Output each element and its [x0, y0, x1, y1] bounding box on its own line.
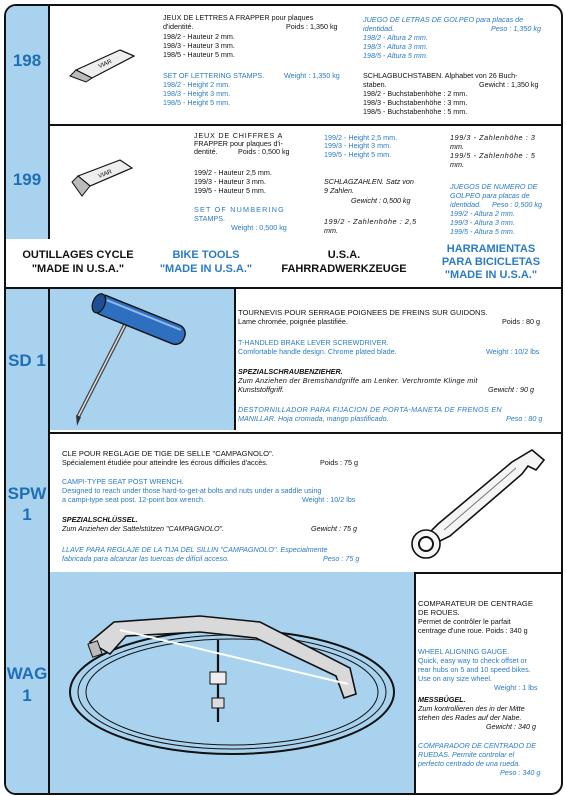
de-weight: Gewicht : 90 g	[488, 385, 534, 394]
es-title: LLAVE PARA REGLAJE DE LA TIJA DEL SILLIN "CAMPAGNOLO". Especialmente	[62, 545, 328, 554]
fr-title-cont2: dentité.	[194, 147, 218, 156]
de-title: MESSBÜGEL.	[418, 695, 466, 704]
en-weight: Weight : 10/2 lbs	[486, 347, 540, 356]
banner-de-line1: U.S.A.	[327, 249, 361, 261]
de-desc-cont: stehen des Rades auf der Nabe.	[418, 713, 522, 722]
es-desc: perfecto centrado de una rueda.	[418, 759, 521, 768]
es-desc: MANILLAR. Hoja cromada, mango plastificado.	[238, 414, 389, 423]
fr-title: TOURNEVIS POUR SERRAGE POIGNEES DE FREINS SUR GUIDONS.	[238, 308, 488, 317]
es-title-cont: identidad.	[363, 24, 395, 33]
fr-desc-cont: centrage d'une roue. Poids : 340 g	[418, 626, 528, 635]
en-weight: Weight : 10/2 lbs	[302, 495, 356, 504]
fr-size-2: 198/3 - Hauteur 3 mm.	[163, 41, 235, 50]
en-size-2: 199/3 - Height 3 mm.	[324, 141, 392, 150]
number-stamp-image	[68, 152, 144, 198]
banner-es-line2: PARA BICICLETAS	[441, 256, 541, 268]
en-desc: Quick, easy way to check offset or	[418, 656, 527, 665]
de-size-3: 198/5 - Buchstabenhöhe : 5 mm.	[363, 107, 468, 116]
fr-desc: Lame chromée, poignée plastifiée.	[238, 317, 348, 326]
banner-en-line1: BIKE TOOLS	[172, 249, 240, 261]
en-title: T-HANDLED BRAKE LEVER SCREWDRIVER.	[238, 338, 389, 347]
fr-desc: Spécialement étudiée pour atteindre les écrous difficiles d'accès.	[62, 458, 268, 467]
es-size-3: 199/5 - Altura 5 mm.	[450, 227, 515, 236]
en-desc-cont2: Use on any size wheel.	[418, 674, 492, 683]
stamp-mark: VIAR	[97, 169, 113, 180]
letter-stamp-image	[68, 44, 148, 84]
en-title: SET OF NUMBERING	[194, 205, 285, 214]
fr-size-1: 198/2 - Hauteur 2 mm.	[163, 32, 235, 41]
de-title-cont: staben.	[363, 80, 387, 89]
es-title: COMPARADOR DE CENTRADO DE	[418, 741, 537, 750]
fr-title: JEUX DE CHIFFRES A	[194, 131, 284, 140]
es-title-cont2: identidad.	[450, 200, 482, 209]
fr-weight: Poids : 1,350 kg	[286, 22, 338, 31]
item-code-number: 1	[22, 686, 32, 705]
de-desc-cont: Kunststoffgriff.	[238, 385, 284, 394]
de-weight: Gewicht : 75 g	[311, 524, 357, 533]
product-image-panel	[50, 289, 236, 430]
section-sd1	[6, 289, 561, 434]
es-weight: Peso : 340 g	[500, 768, 541, 777]
t-handle-screwdriver-image	[50, 289, 234, 430]
es-weight: Peso : 80 g	[506, 414, 543, 423]
en-size-3: 198/5 - Height 5 mm.	[163, 98, 231, 107]
de-desc: Zum Anziehen der Sattelstützen "CAMPAGNOLO".	[62, 524, 225, 533]
banner-es-line3: "MADE IN U.S.A."	[444, 269, 538, 281]
banner-fr-line2: "MADE IN U.S.A."	[31, 263, 125, 275]
fr-weight: Poids : 0,500 kg	[238, 147, 290, 156]
fr-size-3: 198/5 - Hauteur 5 mm.	[163, 50, 235, 59]
item-code: 198	[12, 51, 42, 70]
en-size-1: 199/2 - Height 2,5 mm.	[324, 133, 398, 142]
de-weight: Gewicht : 0,500 kg	[351, 196, 411, 205]
en-title: SET OF LETTERING STAMPS.	[163, 71, 265, 80]
fr-desc: Permet de contrôler le parfait	[418, 617, 511, 626]
es-title: JUEGOS DE NUMERO DE	[450, 182, 538, 191]
en-desc: Designed to reach under those hard-to-get-at bolts and nuts under a saddle using	[62, 486, 322, 495]
de-size-2: 198/3 - Buchstabenhöhe : 3 mm.	[363, 98, 468, 107]
en-title: WHEEL ALIGNING GAUGE.	[418, 647, 510, 656]
de-title: SCHLAGBUCHSTABEN. Alphabet von 26 Buch-	[363, 71, 518, 80]
es-size-2: 199/3 - Altura 3 mm.	[450, 218, 515, 227]
product-image-panel	[50, 572, 416, 793]
en-size-2: 198/3 - Height 3 mm.	[163, 89, 231, 98]
es-desc: fabricada para alcanzar las tuercas de difícil acceso.	[62, 554, 229, 563]
fr-size-2: 199/3 - Hauteur 3 mm.	[194, 177, 266, 186]
banner-de-line2: FAHRRADWERKZEUGE	[281, 263, 407, 275]
en-title-cont: STAMPS.	[194, 214, 226, 223]
en-desc-cont: rear hubs on 5 and 10 speed bikes.	[418, 665, 531, 674]
catalog-page	[4, 4, 563, 795]
de-desc: Zum kontrollieren des in der Mitte	[418, 704, 525, 713]
fr-weight: Poids : 75 g	[320, 458, 358, 467]
es-title-cont: RUEDAS. Permite controlar el	[418, 750, 515, 759]
fr-title-cont: FRAPPER pour plaques d'i-	[194, 139, 283, 148]
en-title: CAMPI-TYPE SEAT POST WRENCH.	[62, 477, 184, 486]
item-code: WAG	[6, 664, 48, 683]
es-title: DESTORNILLADOR PARA FIJACION DE PORTA-MANETA DE FRENOS EN	[238, 405, 502, 414]
de-size-1: 198/2 - Buchstabenhöhe : 2 mm.	[363, 89, 468, 98]
item-code: 199	[12, 170, 42, 189]
de-title: SPEZIALSCHRAUBENZIEHER.	[238, 367, 343, 376]
de-size-3: 199/5 - Zahlenhöhe : 5	[450, 151, 536, 160]
stamp-mark: VIAR	[97, 58, 113, 71]
item-code: SPW	[7, 484, 47, 503]
es-size-1: 199/2 - Altura 2 mm.	[450, 209, 515, 218]
en-desc-cont: a campi-type seat post. 12-point box wrench.	[62, 495, 206, 504]
es-weight: Peso : 0,500 kg	[492, 200, 542, 209]
de-title: SCHLAGZAHLEN. Satz von	[324, 177, 414, 186]
fr-title: JEUX DE LETTRES A FRAPPER pour plaques	[163, 13, 314, 22]
fr-weight: Poids : 80 g	[502, 317, 540, 326]
de-size-1: 199/2 - Zahlenhöhe : 2,5	[324, 217, 417, 226]
de-weight: Gewicht : 1,350 kg	[479, 80, 539, 89]
category-banner	[6, 239, 561, 289]
en-size-3: 199/5 - Height 5 mm.	[324, 150, 392, 159]
item-code: SD 1	[8, 351, 46, 370]
en-weight: Weight : 1,350 kg	[284, 71, 340, 80]
banner-en-line2: "MADE IN U.S.A."	[159, 263, 253, 275]
en-size-1: 198/2 - Height 2 mm.	[163, 80, 231, 89]
en-weight: Weight : 1 lbs	[494, 683, 538, 692]
de-weight: Gewicht : 340 g	[486, 722, 536, 731]
fr-title-cont: d'identité.	[163, 22, 194, 31]
section-spw1	[6, 432, 561, 574]
section-wag1	[6, 572, 561, 793]
es-size-1: 198/2 - Altura 2 mm.	[363, 33, 428, 42]
banner-fr-line1: OUTILLAGES CYCLE	[22, 249, 134, 261]
de-size-1-unit: mm.	[324, 226, 338, 235]
de-title: SPEZIALSCHLÜSSEL.	[62, 515, 138, 524]
fr-title-cont: DE ROUES.	[418, 608, 460, 617]
es-size-2: 198/3 - Altura 3 mm.	[363, 42, 428, 51]
es-weight: Peso : 75 g	[323, 554, 360, 563]
fr-title: COMPARATEUR DE CENTRAGE	[418, 599, 533, 608]
de-desc: Zum Anziehen der Bremshandgriffe am Lenker. Verchromte Klinge mit	[238, 376, 478, 385]
es-title-cont: GOLPEO para placas de	[450, 191, 530, 200]
fr-title: CLE POUR REGLAGE DE TIGE DE SELLE "CAMPAGNOLO".	[62, 449, 274, 458]
es-title: JUEGO DE LETRAS DE GOLPEO para placas de	[363, 15, 524, 24]
de-title-cont: 9 Zahlen.	[324, 186, 354, 195]
item-code-number: 1	[22, 505, 32, 524]
section-198	[6, 6, 561, 126]
es-size-3: 198/5 - Altura 5 mm.	[363, 51, 428, 60]
fr-size-3: 199/5 - Hauteur 5 mm.	[194, 186, 266, 195]
wheel-aligning-gauge-image	[50, 572, 414, 793]
es-weight: Peso : 1,350 kg	[491, 24, 541, 33]
banner-es-line1: HARRAMIENTAS	[446, 243, 536, 255]
de-size-2: 199/3 - Zahlenhöhe : 3	[450, 133, 536, 142]
fr-size-1: 199/2 - Hauteur 2,5 mm.	[194, 168, 272, 177]
de-size-3-unit: mm.	[450, 160, 464, 169]
en-desc: Comfortable handle design. Chrome plated blade.	[238, 347, 397, 356]
en-weight: Weight : 0,500 kg	[231, 223, 287, 232]
de-size-2-unit: mm.	[450, 142, 464, 151]
section-199	[6, 124, 561, 241]
seat-post-wrench-image	[404, 440, 554, 566]
